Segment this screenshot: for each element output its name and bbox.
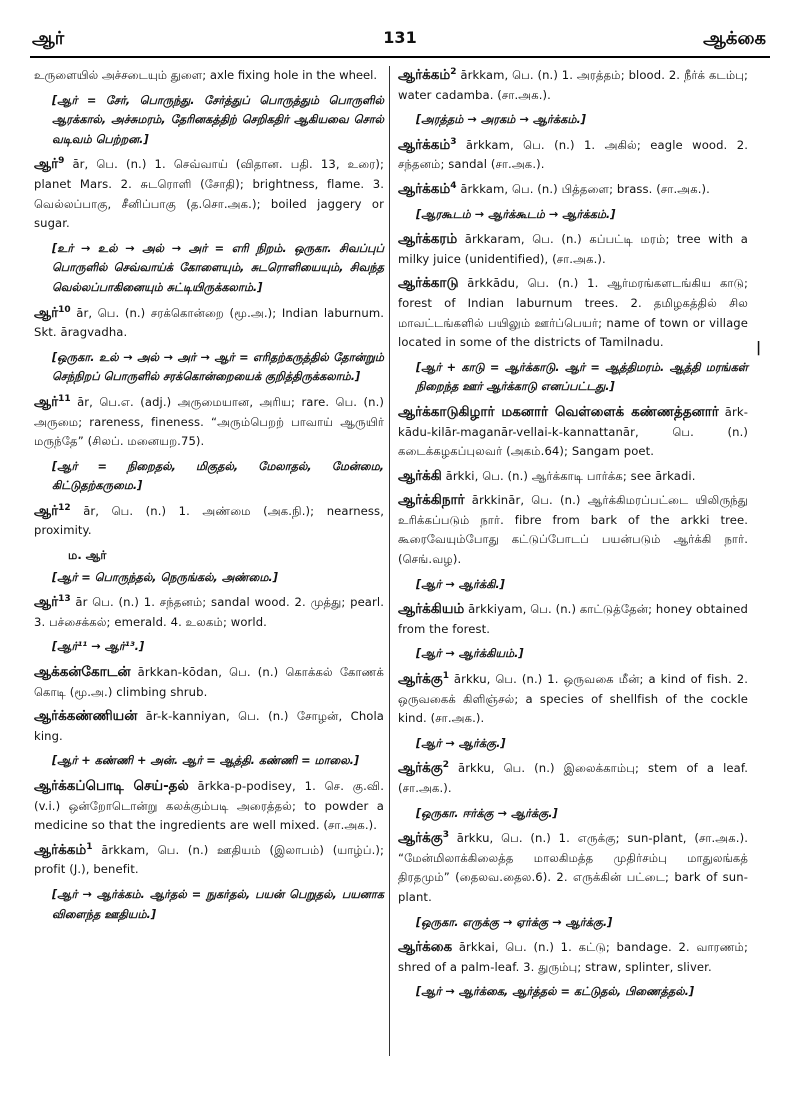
- etymology-note: [ஆர் → ஆர்க்கை, ஆர்த்தல் = கட்டுதல், பிணைத்தல்.]: [416, 985, 695, 999]
- entry-definition: ārkku, பெ. (n.) 1. எருக்கு; sun-plant, (சா.அக.). “மேன்மிலாக்கிலைத்த மாலகிமத்த முதிர்சம்பு மாதுலங்கத் திரதமும்” (தைலவ.தைல.6). 2. எருக்கின் பட்டை; bark of sun-plant.: [398, 831, 748, 904]
- homonym-number: 12: [58, 503, 71, 514]
- column-divider: [389, 66, 390, 1056]
- cognate-note: ம. ஆர்: [68, 548, 107, 563]
- homonym-number: 1: [442, 671, 449, 682]
- entry-definition: ār-k-kanniyan, பெ. (n.) சோழன், Chola king.: [34, 709, 384, 743]
- entry-headword: ஆர்க்கிநார்: [398, 492, 465, 509]
- entry-headword: ஆர்க்கப்பொடி செய்-தல்: [34, 778, 189, 794]
- margin-mark: |: [756, 340, 762, 356]
- entry-headword: ஆர்: [34, 594, 59, 611]
- entry-headword: ஆர்க்கு: [398, 830, 443, 847]
- etymology-note: [ஒருகா. எருக்கு → ஏர்க்கு → ஆர்க்கு.]: [416, 915, 613, 929]
- etymology-note: [உர் → உல் → அல் → அர் = எரி நிறம். ஒருகா. சிவப்புப் பொருளில் செவ்வாய்க் கோளையும், சுடரொளியையும், சிவந்த வெல்லப்பாகினையும் சுட்டியிருக்கலாம்.]: [52, 241, 384, 294]
- dictionary-entry: [34, 502, 384, 541]
- homonym-number: 4: [450, 181, 457, 192]
- dictionary-entry: [398, 938, 748, 977]
- homonym-number: 1: [86, 841, 93, 852]
- dictionary-entry: [398, 829, 748, 907]
- entry-definition: ārkku, பெ. (n.) 1. ஒருவகை மீன்; a kind of fish. 2. ஒருவகைக் கிளிஞ்சல்; a species of shellfish of the cockle kind. (சா.அக.).: [398, 672, 748, 726]
- entry-headword: ஆர்க்காடுகிழார் மகனார் வெள்ளைக் கண்ணத்தனார்: [398, 403, 719, 420]
- entry-definition: ārkkam, பெ. (n.) 1. அரத்தம்; blood. 2. நீர்க் கடம்பு; water cadamba. (சா.அக.).: [398, 68, 748, 102]
- entry-definition: ārkkinār, பெ. (n.) ஆர்க்கிமரப்பட்டை யிலிருந்து உரிக்கப்படும் நார். fibre from bark of the arkki tree. கூரைவேயும்போது கட்டுப்போடப் பயன்படும் ஆர்க்கி நார். (செங்.வழ).: [398, 493, 748, 567]
- left-column: [34, 66, 384, 930]
- entry-headword: ஆர்க்கரம்: [398, 231, 458, 248]
- dictionary-entry: [34, 707, 384, 746]
- dictionary-entry: [398, 230, 748, 269]
- entry-definition: ārkka-p-podisey, 1. செ. கு.வி. (v.i.) ஒன்றோடொன்று கலக்கும்படி அரைத்தல்; to powder a medicine so that the ingredients are well mixed. (சா.அக.).: [34, 779, 384, 833]
- dictionary-entry: [398, 403, 748, 462]
- entry-definition: ār பெ. (n.) 1. சந்தனம்; sandal wood. 2. முத்து; pearl. 3. பச்சைக்கல்; emerald. 4. உலகம்; world.: [34, 595, 384, 629]
- entry-headword: ஆர்க்கம்: [34, 841, 87, 858]
- dictionary-entry: [398, 136, 748, 175]
- dictionary-entry: [398, 66, 748, 105]
- dictionary-entry: [34, 593, 384, 632]
- etymology-note: [ஆர் = சேர், பொருந்து. சேர்த்துப் பொருத்தும் பொருளில் ஆரக்கால், அச்சுமரம், தேரினகத்திற் செறிகதிர் ஆகியவை சொல் வடிவம் பெற்றன.]: [52, 93, 384, 146]
- entry-headword: ஆர்க்கண்ணியன்: [34, 708, 138, 725]
- entry-definition: ārkkam, பெ. (n.) பித்தளை; brass. (சா.அக.).: [456, 181, 710, 196]
- entry-definition: ārkku, பெ. (n.) இலைக்காம்பு; stem of a leaf. (சா.அக.).: [398, 761, 748, 795]
- homonym-number: 2: [450, 67, 457, 78]
- etymology-note: [ஆர் → ஆர்க்கு.]: [416, 736, 506, 750]
- dictionary-entry: [398, 491, 748, 569]
- entry-definition: ārkkai, பெ. (n.) 1. கட்டு; bandage. 2. வாரணம்; shred of a palm-leaf. 3. துரும்பு; straw, splinter, sliver.: [398, 940, 748, 974]
- entry-headword: ஆர்: [34, 156, 59, 173]
- entry-headword: ஆர்: [34, 393, 59, 410]
- entry-headword: ஆர்க்கு: [398, 671, 443, 688]
- header-right-word: ஆக்கை: [703, 28, 766, 49]
- homonym-number: 10: [58, 304, 71, 315]
- entry-definition: ārkkādu, பெ. (n.) 1. ஆர்மரங்களடங்கிய காடு; forest of Indian laburnum trees. 2. தமிழகத்தில் சில மாவட்டங்களில் பயிலும் ஊர்ப்பெயர்; name of town or village located in some of the districts of Tamilnadu.: [398, 276, 748, 350]
- etymology-note: [ஆர் = பொருந்தல், நெருங்கல், அண்மை.]: [52, 570, 278, 584]
- dictionary-entry: [398, 759, 748, 798]
- etymology-note: [ஆர் + கண்ணி + அன். ஆர் = ஆத்தி. கண்ணி = மாலை.]: [52, 754, 360, 768]
- homonym-number: 3: [442, 830, 449, 841]
- entry-continuation: உருளையில் அச்சடையும் துளை; axle fixing hole in the wheel.: [34, 68, 378, 82]
- entry-definition: ārkkan-kōdan, பெ. (n.) கொக்கல் கோணக் கொடி (மூ.அ.) climbing shrub.: [34, 665, 384, 699]
- right-column: [398, 66, 748, 1008]
- entry-definition: ār, பெ. (n.) சரக்கொன்றை (மூ.அ.); Indian laburnum. Skt. āragvadha.: [34, 305, 384, 340]
- entry-definition: ār, பெ.எ. (adj.) அருமையான, அரிய; rare. பெ. (n.) அருமை; rareness, fineness. “அரும்பெறற் பாவாய் ஆருயிர் மருந்தே” (சிலப். மனையற.75).: [34, 394, 384, 449]
- dictionary-entry: [34, 777, 384, 836]
- entry-headword: ஆர்க்கை: [398, 939, 453, 956]
- entry-definition: ār, பெ. (n.) 1. செவ்வாய் (விதான. பதி. 13, உரை); planet Mars. 2. சுடரொளி (சோதி); brightness, flame. 3. வெல்லப்பாகு, சீனிப்பாகு (த.சொ.அக.); boiled jaggery or sugar.: [34, 157, 384, 231]
- etymology-note: [ஒருகா. ஈர்க்கு → ஆர்க்கு.]: [416, 806, 558, 820]
- etymology-note: [ஆர் = நிறைதல், மிகுதல், மேலாதல், மேன்மை, கிட்டுதற்கருமை.]: [52, 459, 384, 493]
- header-left-word: ஆர்: [32, 28, 65, 49]
- dictionary-entry: [398, 274, 748, 352]
- homonym-number: 2: [442, 760, 449, 771]
- entry-headword: ஆர்க்கு: [398, 760, 443, 777]
- etymology-note: [ஆர்¹¹ → ஆர்¹³.]: [52, 640, 145, 654]
- entry-definition: ārkkam, பெ. (n.) ஊதியம் (இலாபம்) (யாழ்ப்.); profit (J.), benefit.: [34, 842, 384, 877]
- entry-definition: ārkkiyam, பெ. (n.) காட்டுத்தேன்; honey obtained from the forest.: [398, 602, 748, 636]
- entry-headword: ஆர்க்காடு: [398, 275, 459, 292]
- entry-headword: ஆர்க்கம்: [398, 67, 451, 83]
- homonym-number: 3: [450, 136, 457, 147]
- dictionary-entry: [34, 155, 384, 233]
- dictionary-entry: [34, 393, 384, 452]
- page-number: 131: [383, 28, 417, 47]
- entry-headword: ஆர்க்கி: [398, 467, 442, 484]
- dictionary-entry: [34, 663, 384, 702]
- etymology-note: [ஆர் → ஆர்க்கம். ஆர்தல் = நுகர்தல், பயன் பெறுதல், பயனாக விளைந்த ஊதியம்.]: [52, 887, 384, 921]
- entry-definition: ārk-kādu-kilār-maganār-vellai-k-kannattanār, பெ. (n.) கடைக்கழகப்புலவர் (அகம்.64); Sangam poet.: [398, 404, 748, 459]
- entry-headword: ஆர்க்கம்: [398, 180, 451, 197]
- dictionary-entry: [398, 600, 748, 639]
- dictionary-entry: [398, 467, 748, 487]
- dictionary-entry: [398, 180, 748, 200]
- etymology-note: [ஆரகூடம் → ஆர்க்கூடம் → ஆர்க்கம்.]: [416, 207, 616, 221]
- homonym-number: 9: [58, 156, 65, 167]
- etymology-note: [ஆர் → ஆர்க்கியம்.]: [416, 647, 524, 661]
- entry-headword: ஆர்: [34, 502, 59, 519]
- entry-definition: ārkkaram, பெ. (n.) கப்பட்டி மரம்; tree with a milky juice (unidentified), (சா.அக.).: [398, 232, 748, 266]
- homonym-number: 13: [58, 594, 71, 605]
- entry-headword: ஆக்கன்கோடன்: [34, 664, 131, 681]
- dictionary-entry: [398, 670, 748, 729]
- etymology-note: [ஆர் → ஆர்க்கி.]: [416, 577, 505, 591]
- entry-definition: ārkkam, பெ. (n.) 1. அகில்; eagle wood. 2. சந்தனம்; sandal (சா.அக.).: [398, 137, 748, 172]
- dictionary-entry: [34, 304, 384, 343]
- entry-definition: ārkki, பெ. (n.) ஆர்க்காடி பார்க்க; see ārkadi.: [441, 468, 696, 483]
- dictionary-entry: [34, 841, 384, 880]
- etymology-note: [அரத்தம் → அரகம் → ஆர்க்கம்.]: [416, 113, 586, 127]
- homonym-number: 11: [58, 394, 71, 405]
- entry-headword: ஆர்க்கியம்: [398, 601, 465, 618]
- entry-headword: ஆர்க்கம்: [398, 136, 451, 153]
- etymology-note: [ஆர் + காடு = ஆர்க்காடு. ஆர் = ஆத்திமரம். ஆத்தி மரங்கள் நிறைந்த ஊர் ஆர்க்காடு எனப்பட்டது.]: [416, 360, 748, 394]
- etymology-note: [ஒருகா. உல் → அல் → அர் → ஆர் = எரிதற்கருத்தில் தோன்றும் செந்நிறப் பொருளில் சரக்கொன்றையைக் குறித்திருக்கலாம்.]: [52, 350, 384, 384]
- entry-headword: ஆர்: [34, 304, 59, 321]
- page-header: [30, 26, 770, 58]
- entry-definition: ār, பெ. (n.) 1. அண்மை (அக.நி.); nearness, proximity.: [34, 503, 384, 538]
